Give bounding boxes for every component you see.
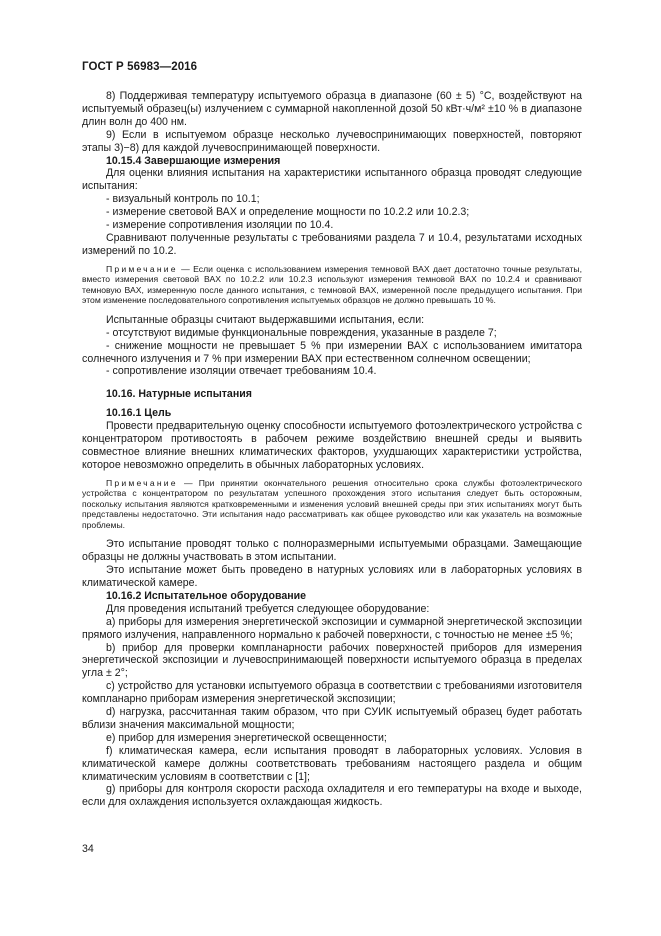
equipment-item-g: g) приборы для контроля скорости расхода охладителя и его температуры на входе и выходе, если для охлаждения используется охлаждающая жидкость. — [82, 783, 582, 809]
note-text: — При принятии окончательного решения относительно срока службы фотоэлектрического устройства с концентратором по результатам успешного прохождения этого испытания следует быть осторожным, поскольку испытания являются кратковременными и изменения условий внешней среды при этих испытаниях могут быть представлены недостаточно. Эти испытания надо рассматривать как общее руководство или как указатель на возможные проблемы. — [82, 477, 582, 530]
list-item: - визуальный контроль по 10.1; — [106, 193, 260, 206]
step-8: 8) Поддерживая температуру испытуемого образца в диапазоне (60 ± 5) °C, воздействуют на испытуемый образец(ы) излучением с суммарной накопленной дозой 50 кВт·ч/м² ±10 % в диапазоне длин волн до 400 нм. — [82, 90, 582, 128]
section-heading-10-16-1: 10.16.1 Цель — [106, 407, 172, 420]
page-number: 34 — [82, 843, 94, 855]
list-item: - снижение мощности не превышает 5 % при измерении ВАХ с использованием имитатора солнечного излучения и 7 % при измерении ВАХ при естественном солнечном освещении; — [82, 339, 582, 365]
full-size-samples: Это испытание проводят только с полноразмерными испытуемыми образцами. Замещающие образцы не должны участвовать в этом испытании. — [82, 538, 582, 564]
list-item: - отсутствуют видимые функциональные повреждения, указанные в разделе 7; — [106, 326, 497, 339]
equipment-item-b: b) прибор для проверки компланарности рабочих поверхностей приборов для измерения энергетической экспозиции и лучевоспринимающей поверхности испытуемого образца в пределах угла ± 2°; — [82, 641, 582, 680]
document-header: ГОСТ Р 56983—2016 — [82, 61, 198, 73]
list-item: - измерение сопротивления изоляции по 10.4. — [106, 219, 334, 232]
section-heading-10-15-4: 10.15.4 Завершающие измерения — [106, 154, 281, 167]
list-item: - сопротивление изоляции отвечает требованиям 10.4. — [106, 365, 377, 378]
equipment-item-f: f) климатическая камера, если испытания проводят в лабораторных условиях. Условия в климатической камере должны соответствовать требованиям настоящего раздела и общим климатическим условиям в соответствии с [1]; — [82, 744, 582, 783]
section-heading-10-16: 10.16. Натурные испытания — [106, 388, 252, 401]
note-dark-iv — [82, 264, 582, 306]
pass-criteria-intro: Испытанные образцы считают выдержавшими испытания, если: — [106, 313, 425, 326]
test-location: Это испытание может быть проведено в натурных условиях или в лабораторных условиях в климатической камере. — [82, 564, 582, 589]
note-label: Примечание — [106, 477, 178, 488]
list-item: - измерение световой ВАХ и определение мощности по 10.2.2 или 10.2.3; — [106, 206, 470, 219]
equipment-item-c: c) устройство для установки испытуемого образца в соответствии с требованиями изготовителя компланарно приборам измерения энергетической экспозиции; — [82, 680, 582, 706]
section-heading-10-16-2: 10.16.2 Испытательное оборудование — [106, 589, 307, 602]
equipment-intro: Для проведения испытаний требуется следующее оборудование: — [106, 602, 430, 615]
equipment-item-a: a) приборы для измерения энергетической экспозиции и суммарной энергетической экспозиции прямого излучения, направленного нормально к рабочей поверхности, с точностью не менее ±5 %; — [82, 615, 582, 641]
purpose-paragraph: Провести предварительную оценку способности испытуемого фотоэлектрического устройства с концентратором противостоять в рабочем режиме воздействию внешней среды и выявить совместное влияние внешних климатических факторов, ухудшающих характеристики устройства, которое невозможно определить в обычных лабораторных условиях. — [82, 420, 582, 471]
note-lifetime — [82, 478, 582, 531]
note-label: Примечание — [106, 263, 178, 274]
compare-results: Сравнивают полученные результаты с требованиями раздела 7 и 10.4, результатами исходных измерений по 10.2. — [82, 231, 582, 257]
document-body — [82, 90, 582, 809]
note-text: — Если оценка с использованием измерения темновой ВАХ дает достаточно точные результаты, вместо измерения световой ВАХ по 10.2.2 или 10.2.3 используют измерения темновой ВАХ по 10.2.4 и сравнивают темновую ВАХ, измеренную после данного испытания, с темновой ВАХ, измеренной после предыдущего испытания. При этом изменение последовательного сопротивления испытуемых образцов не должно превышать 10 %. — [82, 263, 582, 306]
final-tests-intro: Для оценки влияния испытания на характеристики испытанного образца проводят следующие испытания: — [82, 167, 582, 193]
equipment-item-d: d) нагрузка, рассчитанная таким образом, что при СУИК испытуемый образец будет работать вблизи значения максимальной мощности; — [82, 706, 582, 731]
step-9: 9) Если в испытуемом образце несколько лучевоспринимающих поверхностей, повторяют этапы 3)−8) для каждой лучевоспринимающей поверхности. — [82, 128, 582, 154]
equipment-item-e: e) прибор для измерения энергетической освещенности; — [106, 731, 387, 744]
